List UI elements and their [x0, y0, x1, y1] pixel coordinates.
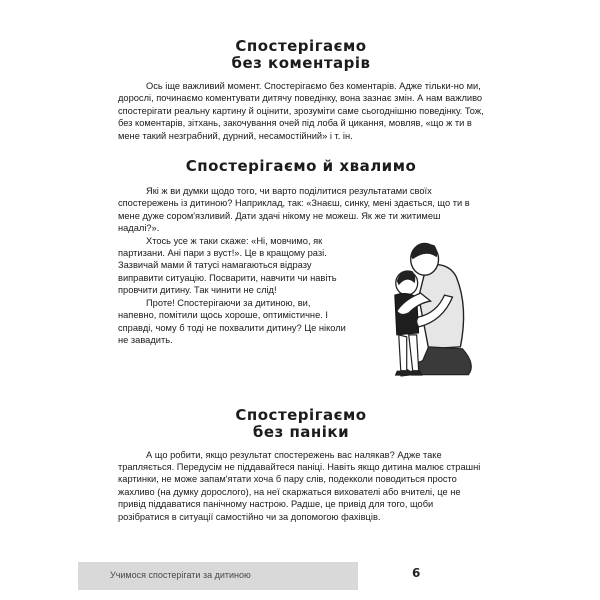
parent-hugging-child-illustration	[357, 237, 484, 387]
section-title-line2: без паніки	[252, 422, 350, 441]
paragraph-praise-1: Які ж ви думки щодо того, чи варто поділитися результатами своїх спостережень із дитиною? Наприклад, так: «Знаєш, синку, мені здається, що ти в мене дуже сором'язливий. Дати здачі нікому не можеш. Як же ти житимеш надалі?».	[118, 186, 470, 234]
paragraph-no-panic: А що робити, якщо результат спостережень вас налякав? Адже таке трапляється. Передусім не піддавайтеся паніці. Навіть якщо дитина малює страшні картинки, не може запам'ятати хоча б пару слів, подекколи поводиться просто жахливо (на думку дорослого), на неї скаржаться вихователі або вчителі, це не привід піддаватися панічному настрою. Радше, це привід для того, щоби розібратися в ситуації самостійно чи за допомогою фахівців.	[118, 449, 481, 522]
paragraph-praise-2: Хтось усе ж таки скаже: «Ні, мовчимо, як партизани. Ані пари з вуст!». Це в кращому разі. Зазвичай мами й татусі намагаються відразу виправити ситуацію. Посварити, навчити чи навіть провчити дитину. Так чинити не слід!	[118, 235, 337, 296]
section-title-line1: Спостерігаємо	[235, 37, 367, 55]
page-content	[118, 38, 484, 523]
praise-wrap	[118, 235, 484, 387]
section-title-no-comments	[118, 38, 484, 72]
section-title-praise: Спостерігаємо й хвалимо	[185, 157, 417, 176]
paragraph-praise-3: Проте! Спостерігаючи за дитиною, ви, напевно, помітили щось хороше, оптимістичне. І справді, чому б тоді не похвалити дитину? Це ніколи не завадить.	[118, 297, 346, 345]
section-title-line1: Спостерігаємо	[235, 405, 367, 424]
footer-caption: Учимося спостерігати за дитиною	[110, 570, 251, 580]
praise-text-column	[118, 235, 349, 347]
section-title-line2: без коментарів	[231, 54, 371, 72]
section-title-no-panic	[118, 407, 484, 441]
page-number: 6	[412, 566, 421, 580]
paragraph-no-comments: Ось іще важливий момент. Спостерігаємо без коментарів. Адже тільки-но ми, дорослі, починаємо коментувати дитячу поведінку, вона зазнає змін. А нам важливо спостерігати реальну картину й оцінити, зрозуміти саме сьогоднішню поведінку. Тож, без коментарів, зітхань, закочування очей під лоба й цикання, мовляв, «що ж ти в мене такий незграбний, дурний, несамостійний» і т. ін.	[118, 81, 484, 141]
